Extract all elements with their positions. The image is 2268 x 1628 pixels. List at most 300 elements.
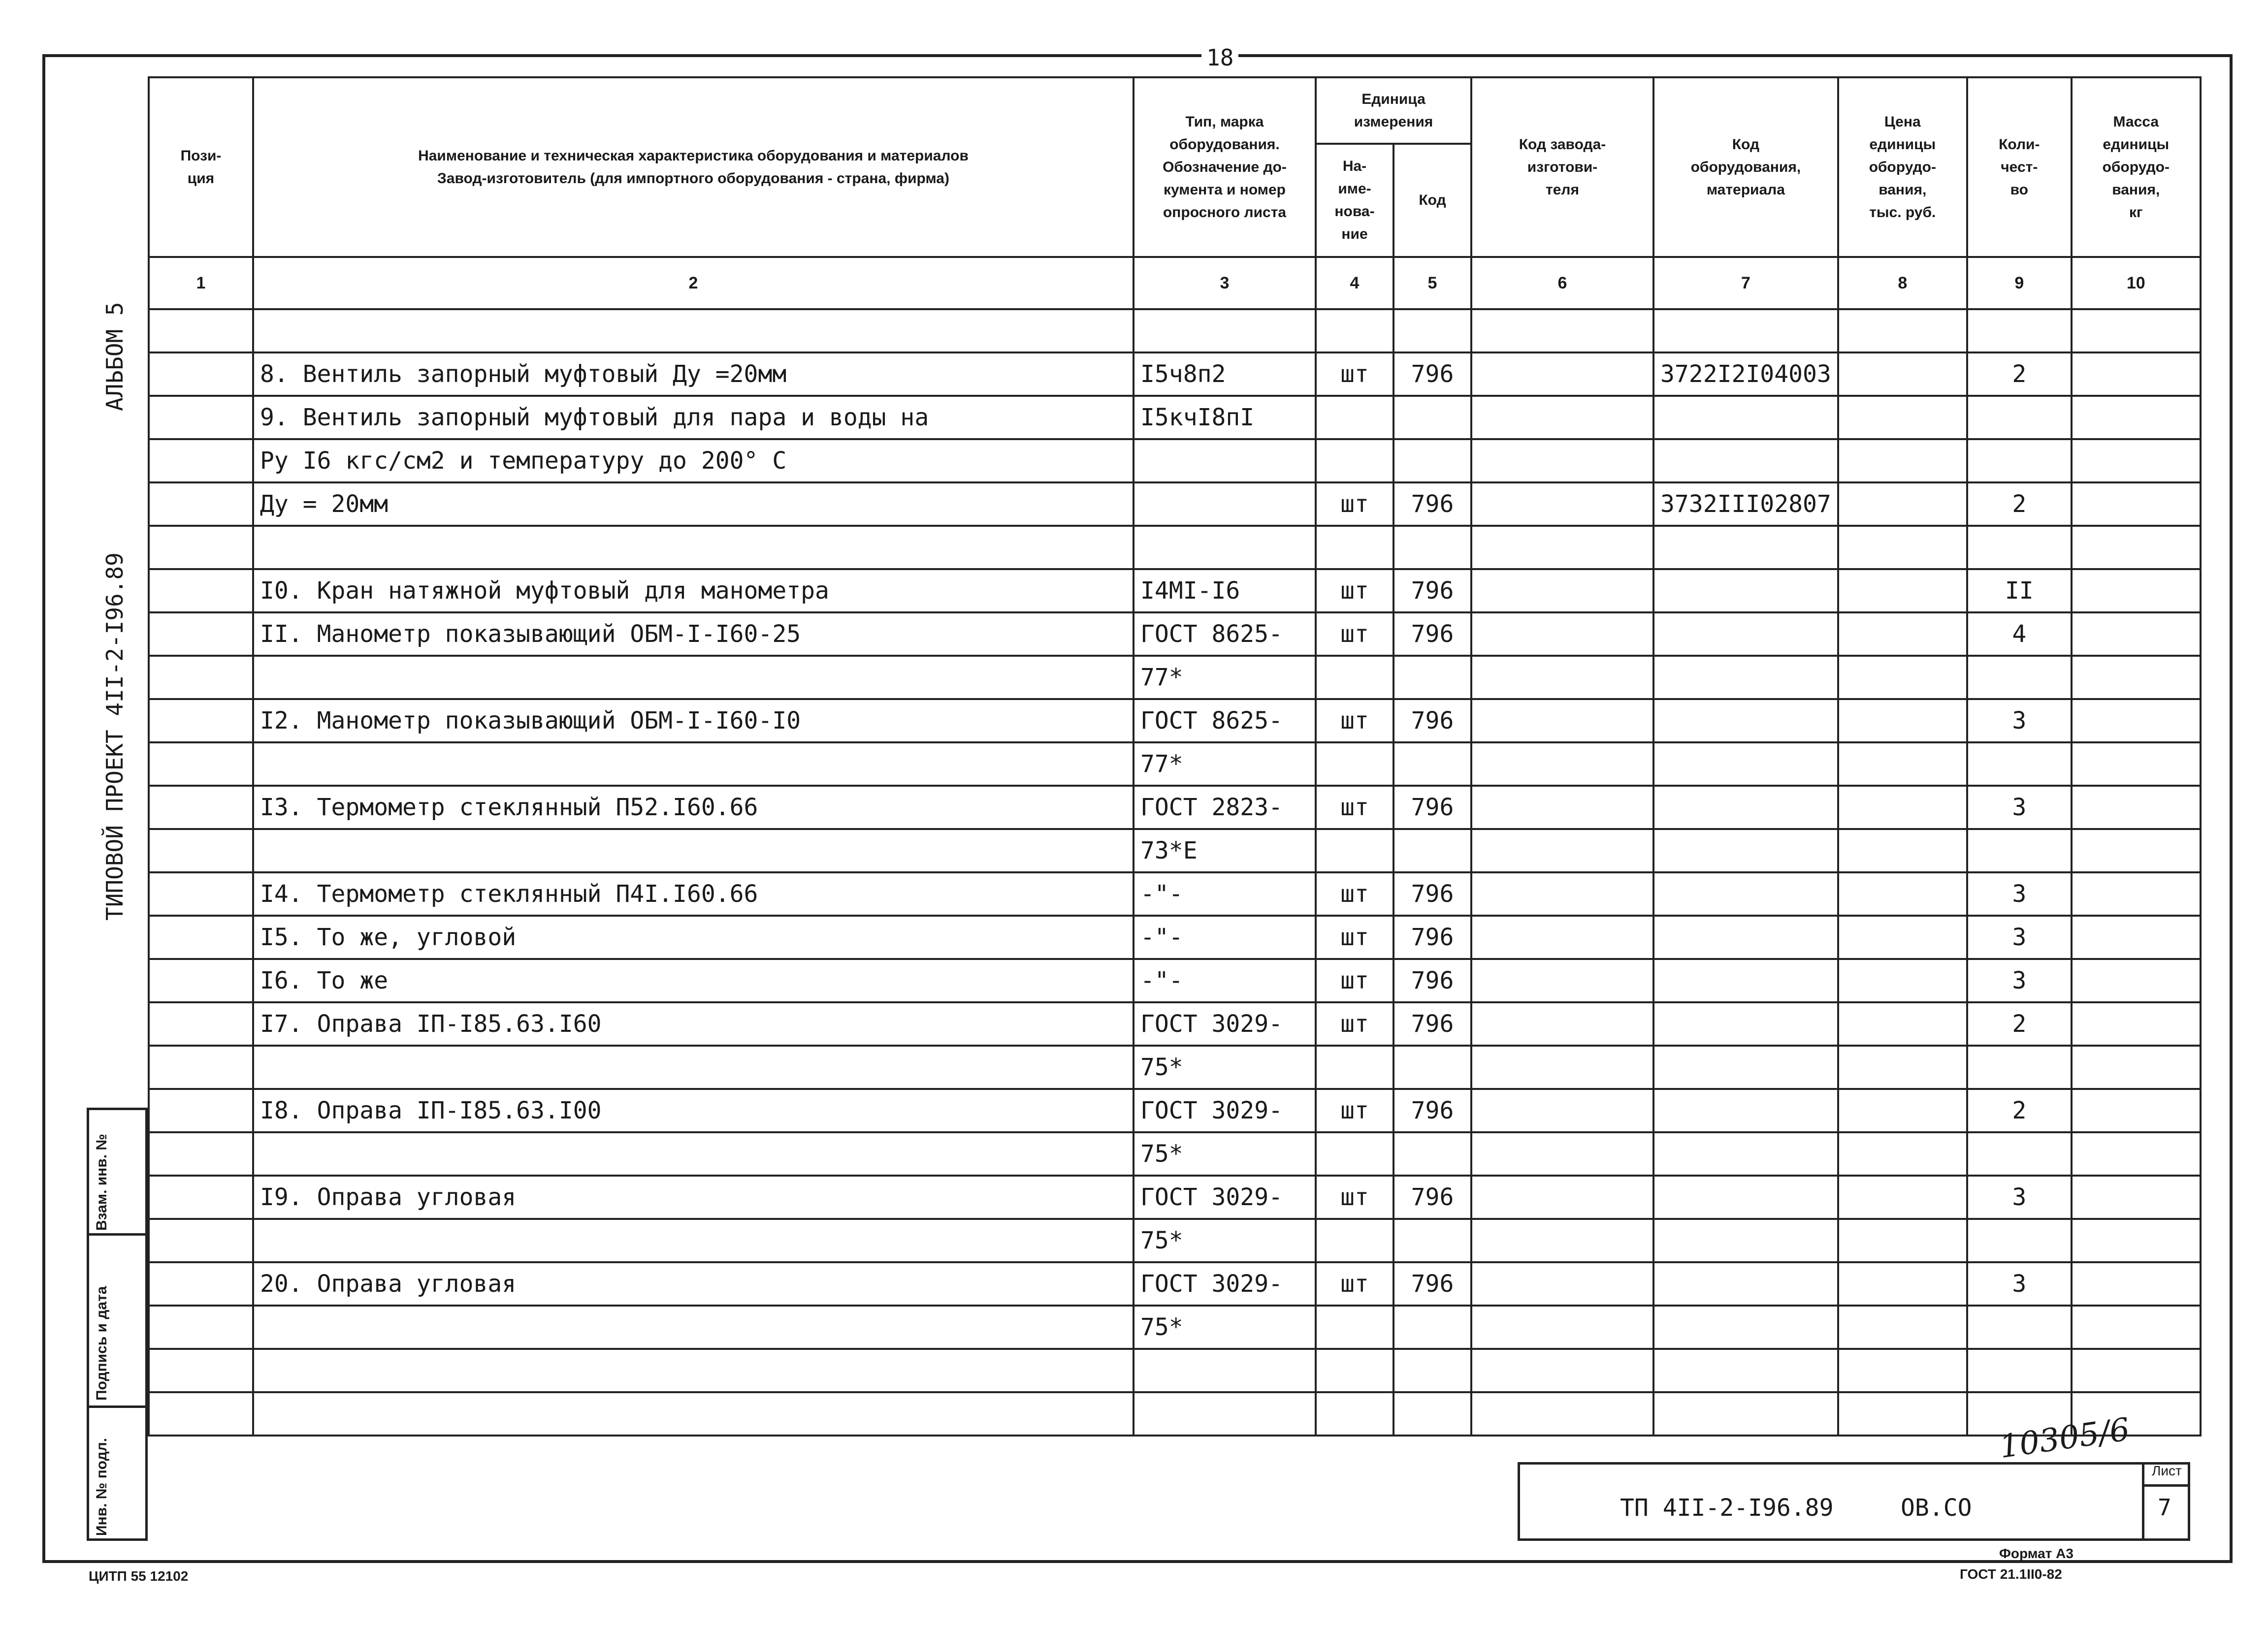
cell-unit: шт: [1316, 1176, 1393, 1219]
cell-quantity: 2: [1967, 352, 2072, 396]
album-label: АЛЬБОМ 5: [101, 302, 128, 411]
cell-material-code: [1653, 1089, 1838, 1132]
cell-price: [1838, 309, 1967, 352]
table-row: [149, 872, 2201, 916]
cell-pos: [149, 612, 253, 656]
sheet-label: Лист: [2152, 1463, 2182, 1478]
cell-quantity: [1967, 309, 2072, 352]
cell-unit: шт: [1316, 959, 1393, 1002]
cell-mass: [2072, 439, 2201, 482]
cell-unit-code: [1393, 1219, 1471, 1262]
cell-type: -"-: [1134, 872, 1316, 916]
cell-unit-code: 796: [1393, 959, 1471, 1002]
cell-name: [253, 1349, 1134, 1392]
cell-unit-code: [1393, 309, 1471, 352]
cell-unit: [1316, 1046, 1393, 1089]
table-row: [149, 612, 2201, 656]
cell-unit: шт: [1316, 916, 1393, 959]
cell-quantity: 2: [1967, 1002, 2072, 1046]
table-row: [149, 1176, 2201, 1219]
cell-pos: [149, 1349, 253, 1392]
cell-material-code: [1653, 1002, 1838, 1046]
cell-material-code: [1653, 742, 1838, 786]
table-row: [149, 482, 2201, 526]
column-number: 2: [253, 257, 1134, 309]
cell-price: [1838, 1349, 1967, 1392]
cell-name: I7. Оправа IП-I85.63.I60: [253, 1002, 1134, 1046]
cell-unit: шт: [1316, 1262, 1393, 1306]
table-row: [149, 309, 2201, 352]
cell-name: I4. Термометр стеклянный П4I.I60.66: [253, 872, 1134, 916]
cell-factory-code: [1471, 916, 1653, 959]
cell-factory-code: [1471, 1349, 1653, 1392]
cell-type: -"-: [1134, 959, 1316, 1002]
cell-mass: [2072, 872, 2201, 916]
cell-material-code: [1653, 829, 1838, 872]
col-header-unit-name: На- име- нова- ние: [1316, 144, 1393, 257]
side-label-vzam: Взам. инв. №: [94, 1134, 110, 1231]
cell-price: [1838, 786, 1967, 829]
cell-type: ГОСТ 8625-: [1134, 699, 1316, 742]
footer-format: Формат А3: [1999, 1546, 2074, 1561]
cell-material-code: [1653, 699, 1838, 742]
cell-name: I2. Манометр показывающий ОБМ-I-I60-I0: [253, 699, 1134, 742]
table-row: [149, 1219, 2201, 1262]
cell-quantity: 3: [1967, 959, 2072, 1002]
cell-price: [1838, 439, 1967, 482]
cell-unit: [1316, 1392, 1393, 1436]
cell-mass: [2072, 1176, 2201, 1219]
cell-unit-code: [1393, 1046, 1471, 1089]
cell-factory-code: [1471, 612, 1653, 656]
cell-type: ГОСТ 2823-: [1134, 786, 1316, 829]
cell-unit: шт: [1316, 352, 1393, 396]
cell-type: 75*: [1134, 1046, 1316, 1089]
cell-mass: [2072, 959, 2201, 1002]
cell-type: 77*: [1134, 742, 1316, 786]
col-header-type: Тип, марка оборудования. Обозначение до- кумента и номер опросного листа: [1134, 77, 1316, 257]
col-header-factory-code: Код завода- изготови- теля: [1471, 77, 1653, 257]
cell-unit: [1316, 1132, 1393, 1176]
column-number: 3: [1134, 257, 1316, 309]
cell-name: I8. Оправа IП-I85.63.I00: [253, 1089, 1134, 1132]
cell-factory-code: [1471, 1262, 1653, 1306]
cell-name: I9. Оправа угловая: [253, 1176, 1134, 1219]
cell-quantity: [1967, 526, 2072, 569]
cell-material-code: [1653, 656, 1838, 699]
cell-unit-code: 796: [1393, 569, 1471, 612]
cell-price: [1838, 396, 1967, 439]
cell-mass: [2072, 656, 2201, 699]
document-code: ОВ.СО: [1901, 1494, 1972, 1522]
cell-name: [253, 1392, 1134, 1436]
cell-price: [1838, 1046, 1967, 1089]
cell-price: [1838, 916, 1967, 959]
cell-mass: [2072, 482, 2201, 526]
cell-pos: [149, 699, 253, 742]
footer-gost: ГОСТ 21.1II0-82: [1960, 1566, 2062, 1582]
cell-mass: [2072, 786, 2201, 829]
column-number: 6: [1471, 257, 1653, 309]
cell-material-code: [1653, 526, 1838, 569]
cell-quantity: 4: [1967, 612, 2072, 656]
cell-pos: [149, 1219, 253, 1262]
cell-material-code: [1653, 1349, 1838, 1392]
cell-type: [1134, 526, 1316, 569]
cell-unit: [1316, 656, 1393, 699]
cell-pos: [149, 916, 253, 959]
cell-unit-code: 796: [1393, 872, 1471, 916]
cell-unit: шт: [1316, 699, 1393, 742]
cell-pos: [149, 482, 253, 526]
cell-pos: [149, 1046, 253, 1089]
cell-material-code: [1653, 916, 1838, 959]
cell-factory-code: [1471, 1176, 1653, 1219]
cell-mass: [2072, 309, 2201, 352]
cell-name: [253, 1306, 1134, 1349]
cell-mass: [2072, 1306, 2201, 1349]
cell-pos: [149, 309, 253, 352]
cell-price: [1838, 1262, 1967, 1306]
cell-pos: [149, 1002, 253, 1046]
cell-quantity: [1967, 1349, 2072, 1392]
cell-unit-code: [1393, 742, 1471, 786]
col-header-unit-code: Код: [1393, 144, 1471, 257]
cell-unit: [1316, 1349, 1393, 1392]
cell-name: [253, 1046, 1134, 1089]
cell-name: 20. Оправа угловая: [253, 1262, 1134, 1306]
cell-mass: [2072, 612, 2201, 656]
cell-name: I6. То же: [253, 959, 1134, 1002]
cell-name: Ру I6 кгс/см2 и температуру до 200° С: [253, 439, 1134, 482]
cell-price: [1838, 352, 1967, 396]
cell-price: [1838, 829, 1967, 872]
cell-quantity: [1967, 656, 2072, 699]
sheet-number: 18: [1201, 44, 1238, 71]
table-row: [149, 1262, 2201, 1306]
table-row: [149, 1089, 2201, 1132]
cell-unit-code: 796: [1393, 1262, 1471, 1306]
table-row: [149, 1132, 2201, 1176]
cell-type: I4MI-I6: [1134, 569, 1316, 612]
cell-pos: [149, 352, 253, 396]
table-row: [149, 786, 2201, 829]
cell-name: I5. То же, угловой: [253, 916, 1134, 959]
handwritten-number: 10305/6: [1997, 1411, 2132, 1466]
col-header-quantity: Коли- чест- во: [1967, 77, 2072, 257]
cell-material-code: [1653, 1219, 1838, 1262]
cell-factory-code: [1471, 656, 1653, 699]
cell-unit: [1316, 526, 1393, 569]
cell-pos: [149, 1262, 253, 1306]
footer-left: ЦИТП 55 12102: [89, 1568, 189, 1584]
cell-unit-code: 796: [1393, 1176, 1471, 1219]
cell-pos: [149, 1089, 253, 1132]
cell-factory-code: [1471, 742, 1653, 786]
cell-type: [1134, 482, 1316, 526]
cell-mass: [2072, 352, 2201, 396]
cell-type: [1134, 1392, 1316, 1436]
cell-pos: [149, 656, 253, 699]
cell-unit-code: 796: [1393, 699, 1471, 742]
cell-quantity: 3: [1967, 786, 2072, 829]
cell-factory-code: [1471, 1002, 1653, 1046]
cell-material-code: [1653, 612, 1838, 656]
cell-pos: [149, 829, 253, 872]
cell-mass: [2072, 699, 2201, 742]
cell-unit: шт: [1316, 786, 1393, 829]
cell-material-code: [1653, 309, 1838, 352]
cell-price: [1838, 1002, 1967, 1046]
cell-unit-code: 796: [1393, 916, 1471, 959]
cell-pos: [149, 1176, 253, 1219]
cell-name: 9. Вентиль запорный муфтовый для пара и воды на: [253, 396, 1134, 439]
cell-unit: [1316, 829, 1393, 872]
cell-pos: [149, 1306, 253, 1349]
cell-unit: [1316, 1306, 1393, 1349]
cell-price: [1838, 699, 1967, 742]
cell-factory-code: [1471, 526, 1653, 569]
cell-quantity: 2: [1967, 482, 2072, 526]
cell-mass: [2072, 1089, 2201, 1132]
cell-quantity: 3: [1967, 872, 2072, 916]
cell-unit-code: [1393, 1392, 1471, 1436]
cell-price: [1838, 612, 1967, 656]
cell-pos: [149, 526, 253, 569]
cell-pos: [149, 569, 253, 612]
table-row: [149, 569, 2201, 612]
cell-factory-code: [1471, 569, 1653, 612]
cell-name: Ду = 20мм: [253, 482, 1134, 526]
cell-unit-code: 796: [1393, 1002, 1471, 1046]
cell-unit: шт: [1316, 612, 1393, 656]
cell-unit-code: [1393, 396, 1471, 439]
table-row: [149, 742, 2201, 786]
cell-factory-code: [1471, 829, 1653, 872]
cell-unit: шт: [1316, 569, 1393, 612]
cell-pos: [149, 1392, 253, 1436]
cell-quantity: 2: [1967, 1089, 2072, 1132]
cell-unit: шт: [1316, 872, 1393, 916]
cell-unit-code: 796: [1393, 482, 1471, 526]
cell-price: [1838, 1132, 1967, 1176]
cell-unit: [1316, 1219, 1393, 1262]
cell-factory-code: [1471, 699, 1653, 742]
cell-unit-code: 796: [1393, 612, 1471, 656]
cell-unit-code: [1393, 1132, 1471, 1176]
cell-mass: [2072, 1219, 2201, 1262]
cell-quantity: 3: [1967, 1262, 2072, 1306]
cell-unit: [1316, 309, 1393, 352]
cell-pos: [149, 959, 253, 1002]
cell-type: ГОСТ 3029-: [1134, 1176, 1316, 1219]
cell-quantity: [1967, 439, 2072, 482]
cell-material-code: [1653, 396, 1838, 439]
cell-factory-code: [1471, 352, 1653, 396]
cell-factory-code: [1471, 396, 1653, 439]
cell-material-code: [1653, 1176, 1838, 1219]
column-number: 5: [1393, 257, 1471, 309]
col-header-unit-group: Единица измерения: [1316, 77, 1471, 144]
cell-price: [1838, 1176, 1967, 1219]
cell-mass: [2072, 1002, 2201, 1046]
cell-unit: шт: [1316, 1089, 1393, 1132]
column-number: 10: [2072, 257, 2201, 309]
table-row: [149, 439, 2201, 482]
col-header-mass: Масса единицы оборудо- вания, кг: [2072, 77, 2201, 257]
cell-material-code: [1653, 1306, 1838, 1349]
cell-name: [253, 309, 1134, 352]
cell-material-code: [1653, 1132, 1838, 1176]
cell-factory-code: [1471, 439, 1653, 482]
table-row: [149, 1046, 2201, 1089]
cell-mass: [2072, 396, 2201, 439]
cell-pos: [149, 742, 253, 786]
cell-type: ГОСТ 3029-: [1134, 1089, 1316, 1132]
cell-factory-code: [1471, 1392, 1653, 1436]
col-header-position: Пози- ция: [149, 77, 253, 257]
cell-type: 73*Е: [1134, 829, 1316, 872]
cell-type: I5кчI8пI: [1134, 396, 1316, 439]
cell-price: [1838, 1089, 1967, 1132]
column-number-row: [149, 257, 2201, 309]
cell-quantity: 3: [1967, 699, 2072, 742]
cell-factory-code: [1471, 959, 1653, 1002]
cell-name: I0. Кран натяжной муфтовый для манометра: [253, 569, 1134, 612]
cell-unit: [1316, 742, 1393, 786]
col-header-material-code: Код оборудования, материала: [1653, 77, 1838, 257]
col-header-name: Наименование и техническая характеристика оборудования и материалов Завод-изготовитель (для импортного оборудования - страна, фирма): [253, 77, 1134, 257]
table-row: [149, 396, 2201, 439]
cell-unit: шт: [1316, 1002, 1393, 1046]
specification-table: [148, 76, 2202, 1436]
cell-factory-code: [1471, 1219, 1653, 1262]
cell-factory-code: [1471, 1306, 1653, 1349]
cell-quantity: 3: [1967, 916, 2072, 959]
cell-type: I5ч8п2: [1134, 352, 1316, 396]
cell-quantity: 3: [1967, 1176, 2072, 1219]
cell-material-code: [1653, 569, 1838, 612]
cell-unit-code: 796: [1393, 786, 1471, 829]
cell-name: [253, 829, 1134, 872]
cell-name: [253, 1219, 1134, 1262]
cell-quantity: II: [1967, 569, 2072, 612]
cell-quantity: [1967, 829, 2072, 872]
column-number: 8: [1838, 257, 1967, 309]
cell-name: II. Манометр показывающий ОБМ-I-I60-25: [253, 612, 1134, 656]
cell-mass: [2072, 742, 2201, 786]
cell-type: 75*: [1134, 1132, 1316, 1176]
cell-type: ГОСТ 3029-: [1134, 1262, 1316, 1306]
specification-body: [149, 309, 2201, 1436]
cell-price: [1838, 742, 1967, 786]
cell-type: 75*: [1134, 1219, 1316, 1262]
cell-unit: шт: [1316, 482, 1393, 526]
cell-mass: [2072, 1349, 2201, 1392]
cell-pos: [149, 439, 253, 482]
cell-price: [1838, 569, 1967, 612]
cell-unit-code: [1393, 1349, 1471, 1392]
title-block: [1518, 1462, 2190, 1541]
table-row: [149, 699, 2201, 742]
cell-factory-code: [1471, 872, 1653, 916]
cell-material-code: 3722I2I04003: [1653, 352, 1838, 396]
cell-factory-code: [1471, 1046, 1653, 1089]
cell-quantity: [1967, 1219, 2072, 1262]
cell-type: -"-: [1134, 916, 1316, 959]
cell-unit-code: 796: [1393, 352, 1471, 396]
sheet-page-number: 7: [2158, 1494, 2171, 1521]
side-label-signature: Подпись и дата: [94, 1286, 110, 1401]
cell-mass: [2072, 916, 2201, 959]
cell-type: ГОСТ 8625-: [1134, 612, 1316, 656]
column-number: 7: [1653, 257, 1838, 309]
cell-price: [1838, 1306, 1967, 1349]
cell-material-code: [1653, 1046, 1838, 1089]
cell-price: [1838, 1219, 1967, 1262]
table-row: [149, 526, 2201, 569]
cell-unit-code: [1393, 1306, 1471, 1349]
cell-mass: [2072, 1262, 2201, 1306]
cell-quantity: [1967, 1306, 2072, 1349]
cell-material-code: [1653, 439, 1838, 482]
cell-material-code: [1653, 1392, 1838, 1436]
table-row: [149, 1349, 2201, 1392]
cell-type: [1134, 1349, 1316, 1392]
cell-pos: [149, 396, 253, 439]
cell-unit: [1316, 396, 1393, 439]
cell-factory-code: [1471, 786, 1653, 829]
cell-price: [1838, 959, 1967, 1002]
cell-mass: [2072, 526, 2201, 569]
table-row: [149, 959, 2201, 1002]
column-number: 1: [149, 257, 253, 309]
cell-name: I3. Термометр стеклянный П52.I60.66: [253, 786, 1134, 829]
table-row: [149, 352, 2201, 396]
cell-price: [1838, 872, 1967, 916]
cell-mass: [2072, 829, 2201, 872]
table-row: [149, 829, 2201, 872]
cell-unit-code: [1393, 526, 1471, 569]
cell-quantity: [1967, 1132, 2072, 1176]
cell-material-code: [1653, 786, 1838, 829]
table-row: [149, 916, 2201, 959]
cell-name: [253, 526, 1134, 569]
cell-price: [1838, 656, 1967, 699]
column-number: 9: [1967, 257, 2072, 309]
cell-name: [253, 656, 1134, 699]
table-row: [149, 656, 2201, 699]
cell-quantity: [1967, 396, 2072, 439]
cell-pos: [149, 1132, 253, 1176]
cell-unit-code: [1393, 656, 1471, 699]
cell-mass: [2072, 1132, 2201, 1176]
cell-pos: [149, 872, 253, 916]
cell-pos: [149, 786, 253, 829]
side-label-inv: Инв. № подл.: [94, 1437, 110, 1536]
cell-unit-code: [1393, 829, 1471, 872]
cell-factory-code: [1471, 1089, 1653, 1132]
col-header-price: Цена единицы оборудо- вания, тыс. руб.: [1838, 77, 1967, 257]
cell-unit: [1316, 439, 1393, 482]
cell-quantity: [1967, 1046, 2072, 1089]
table-row: [149, 1392, 2201, 1436]
cell-name: [253, 742, 1134, 786]
cell-quantity: [1967, 742, 2072, 786]
cell-factory-code: [1471, 482, 1653, 526]
cell-material-code: 3732III02807: [1653, 482, 1838, 526]
cell-material-code: [1653, 872, 1838, 916]
